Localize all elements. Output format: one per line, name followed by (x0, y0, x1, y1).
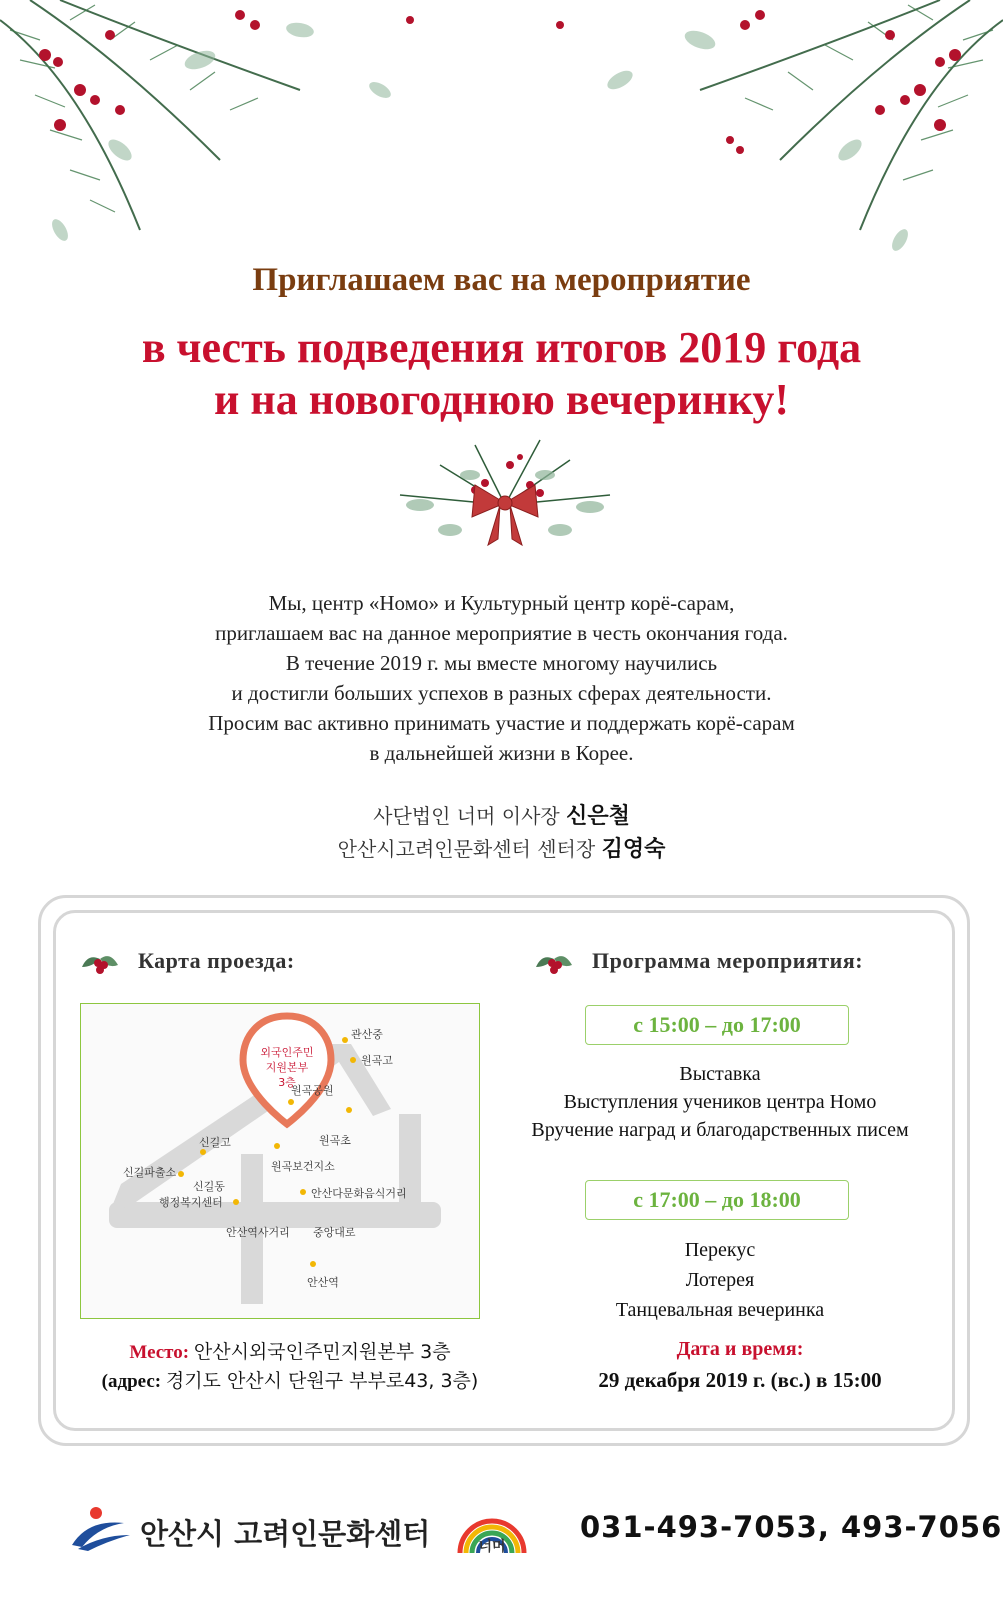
venue-line (60, 1338, 520, 1367)
map-pin-label: 외국인주민 (260, 1046, 314, 1059)
holly-icon (532, 945, 576, 981)
signature-name: 신은철 (566, 804, 630, 829)
signature-line (0, 800, 1003, 833)
map-place: 원곡보건지소 (271, 1160, 335, 1173)
signature-title: 사단법인 너머 이사장 (373, 804, 560, 828)
map-pin-label: 3층 (278, 1076, 296, 1089)
signature-line (0, 833, 1003, 866)
address-line (60, 1367, 520, 1396)
map-place: 신길파출소 (123, 1166, 177, 1179)
venue-label: Место: (129, 1342, 190, 1363)
program-item: Лотерея (685, 1269, 755, 1291)
body-line: Мы, центр «Номо» и Культурный центр корё-сарам, (268, 591, 735, 615)
body-line: приглашаем вас на данное мероприятие в честь окончания года. (215, 621, 788, 645)
map-pin-label: 지원본부 (265, 1061, 309, 1074)
center-name: 안산시 고려인문화센터 (140, 1517, 431, 1551)
nomo-logo-icon (452, 1497, 532, 1557)
map-place: 원곡공원 (291, 1084, 334, 1097)
program-item: Перекус (684, 1239, 756, 1261)
map-place: 행정복지센터 (159, 1196, 223, 1209)
map-place: 안산다문화음식거리 (311, 1187, 407, 1200)
datetime-value: 29 декабря 2019 г. (вс.) в 15:00 (598, 1368, 882, 1392)
center-logo-icon (68, 1505, 134, 1553)
logo-badge-text: 너머 (478, 1539, 506, 1555)
time-slot-2: с 17:00 – до 18:00 (585, 1180, 849, 1220)
location-map[interactable] (80, 1003, 480, 1319)
venue-info (60, 1338, 520, 1396)
program-list-1 (480, 1060, 960, 1144)
event-headline-line2: и на новогоднюю вечеринку! (214, 375, 789, 424)
map-place: 관산중 (351, 1028, 383, 1041)
program-list-2 (480, 1235, 960, 1325)
holly-icon (78, 945, 122, 981)
program-item: Вручение наград и благодарственных писем (531, 1119, 909, 1141)
signature-name: 김영숙 (601, 837, 666, 862)
map-place: 신길동 (193, 1180, 225, 1193)
invitation-body (0, 588, 1003, 768)
venue-value: 안산시외국인주민지원본부 3층 (193, 1341, 451, 1363)
bouquet-bow-decoration (380, 435, 630, 557)
map-place: 원곡초 (319, 1134, 351, 1147)
signatures (0, 800, 1003, 866)
program-item: Выставка (679, 1063, 761, 1085)
map-section-title: Карта проезда: (138, 948, 295, 973)
program-item: Выступления учеников центра Номо (563, 1091, 877, 1113)
program-section-title: Программа мероприятия: (592, 948, 864, 973)
program-item: Танцевальная вечеринка (615, 1299, 825, 1321)
event-headline-line1: в честь подведения итогов 2019 года (141, 323, 862, 372)
address-value: 경기도 안산시 단원구 부부로43, 3층) (165, 1370, 479, 1392)
map-place: 중앙대로 (313, 1226, 356, 1239)
body-line: В течение 2019 г. мы вместе многому научились (285, 651, 718, 675)
contact-phone[interactable]: 031-493-7053, 493-7056 (580, 1510, 1003, 1544)
map-place: 안산역사거리 (226, 1226, 290, 1239)
address-label: (адрес: (101, 1371, 162, 1392)
invite-heading: Приглашаем вас на мероприятие (252, 262, 751, 298)
body-line: Просим вас активно принимать участие и поддержать корё-сарам (208, 711, 795, 735)
time-slot-1: с 15:00 – до 17:00 (585, 1005, 849, 1045)
map-drawing (81, 1004, 479, 1318)
body-line: в дальнейшей жизни в Корее. (369, 741, 634, 765)
body-line: и достигли больших успехов в разных сферах деятельности. (231, 681, 772, 705)
datetime-label: Дата и время: (676, 1338, 804, 1360)
map-place: 안산역 (307, 1276, 339, 1289)
map-place: 원곡고 (361, 1054, 393, 1067)
map-place: 신길고 (199, 1136, 231, 1149)
signature-title: 안산시고려인문화센터 센터장 (337, 837, 596, 861)
